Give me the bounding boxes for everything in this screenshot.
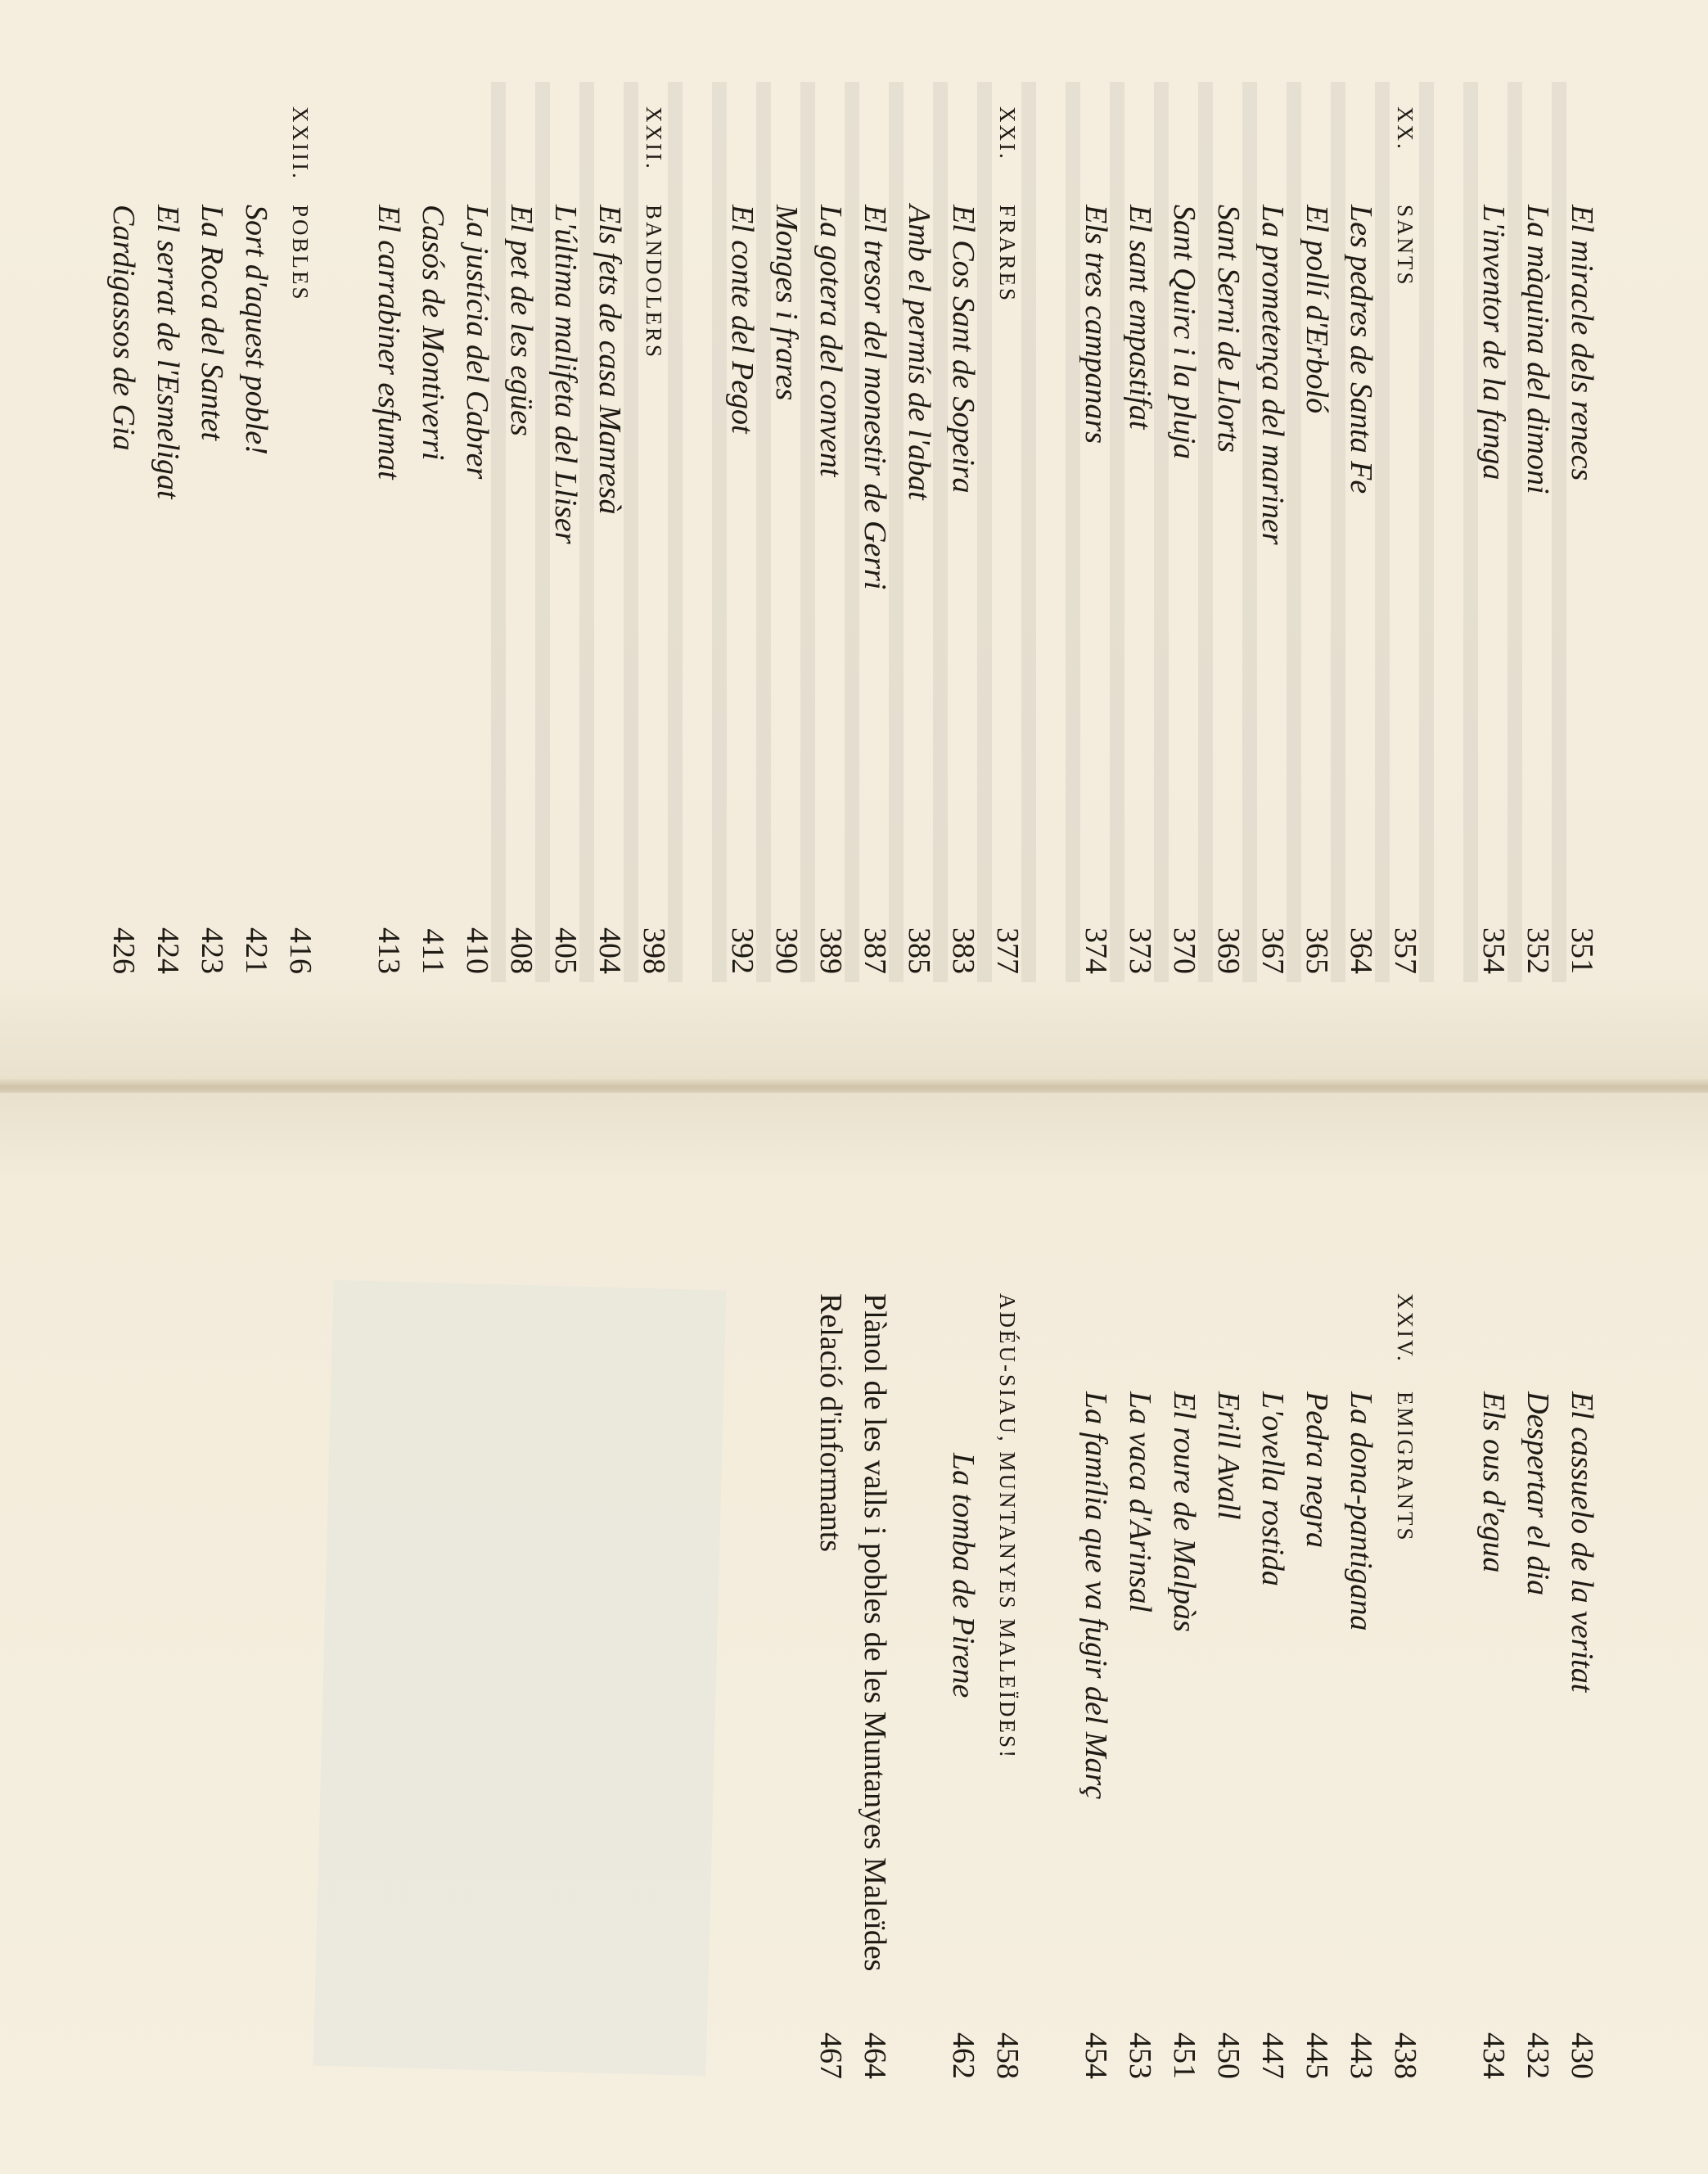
entry-title: Cardigassos de Gia	[106, 205, 141, 451]
toc-entry	[588, 106, 632, 974]
entry-title: La prometença del mariner	[1255, 205, 1290, 545]
page-number: 430	[1565, 2032, 1599, 2079]
page-number: 458	[990, 2032, 1025, 2079]
entry-title: El conte del Pegot	[725, 205, 759, 434]
page-number: 404	[593, 927, 627, 974]
entry-title: El Cos Sant de Sopeira	[946, 205, 980, 494]
toc-entry	[853, 106, 897, 974]
page-number: 464	[858, 2032, 892, 2079]
entry-title: El pollí d'Erboló	[1300, 205, 1334, 414]
chapter-heading: SANTS	[1393, 205, 1417, 287]
page-number: 434	[1476, 2032, 1511, 2079]
chapter-number: XX.	[1393, 106, 1417, 151]
toc-entry	[1206, 1293, 1251, 2079]
page-number: 410	[460, 927, 494, 974]
entry-title: El roure de Malpàs	[1167, 1391, 1201, 1632]
page-number: 462	[946, 2032, 980, 2079]
section-gap	[322, 106, 367, 974]
toc-entry	[1471, 106, 1516, 974]
toc-entry	[1383, 106, 1427, 974]
show-through-illustration	[313, 1280, 727, 2076]
entry-title: Sant Quirc i la pluja	[1167, 205, 1201, 460]
toc-entry	[1295, 1293, 1339, 2079]
toc-entry	[897, 106, 941, 974]
page-number: 367	[1255, 927, 1290, 974]
toc-block-bottom	[809, 1293, 1604, 2079]
toc-entry	[101, 106, 146, 974]
page-number: 351	[1565, 927, 1599, 974]
toc-entry	[411, 106, 455, 974]
page-number: 453	[1123, 2032, 1157, 2079]
toc-entry	[543, 106, 588, 974]
page-number: 357	[1388, 927, 1422, 974]
page-number: 416	[283, 927, 318, 974]
toc-entry	[809, 106, 853, 974]
toc-entry	[190, 106, 234, 974]
page-number: 432	[1521, 2032, 1555, 2079]
page-number: 387	[858, 927, 892, 974]
chapter-number: XXII.	[642, 106, 666, 171]
page-number: 385	[902, 927, 936, 974]
toc-entry	[1560, 106, 1604, 974]
entry-title: La màquina del dimoni	[1521, 205, 1555, 494]
page-number: 424	[151, 927, 185, 974]
toc-entry	[1206, 106, 1251, 974]
toc-entry	[809, 1293, 853, 2079]
entry-title: Relació d'informants	[813, 1293, 848, 1553]
page-number: 426	[106, 927, 141, 974]
page-number: 370	[1167, 927, 1201, 974]
entry-title: Els ous d'egua	[1476, 1391, 1511, 1573]
page-number: 365	[1300, 927, 1334, 974]
page-number: 467	[813, 2032, 848, 2079]
page-number: 413	[372, 927, 406, 974]
toc-entry	[1339, 1293, 1383, 2079]
toc-entry	[1118, 106, 1162, 974]
toc-entry	[1516, 106, 1560, 974]
toc-entry	[941, 1293, 985, 2079]
entry-title: Despertar el dia	[1521, 1391, 1555, 1596]
entry-title: Pedra negra	[1300, 1391, 1334, 1549]
toc-entry	[1339, 106, 1383, 974]
chapter-number: XXIV.	[1393, 1293, 1417, 1364]
page-number: 451	[1167, 2032, 1201, 2079]
entry-title: El miracle dels renecs	[1565, 205, 1599, 481]
entry-title: El tresor del monestir de Gerri	[858, 205, 892, 590]
entry-title: Els fets de casa Manresà	[593, 205, 627, 515]
toc-entry	[1560, 1293, 1604, 2079]
chapter-heading: EMIGRANTS	[1393, 1391, 1417, 1543]
toc-entry	[985, 106, 1030, 974]
entry-title: El serrat de l'Esmeligat	[151, 205, 185, 499]
entry-title: La gotera del convent	[813, 205, 848, 477]
page-number: 421	[239, 927, 273, 974]
page-number: 354	[1476, 927, 1511, 974]
entry-title: L'ovella rostida	[1255, 1391, 1290, 1586]
toc-entry	[1162, 1293, 1206, 2079]
toc-entry	[764, 106, 809, 974]
page-number: 443	[1344, 2032, 1378, 2079]
chapter-heading: BANDOLERS	[642, 205, 666, 360]
toc-block-top	[101, 106, 1604, 974]
section-gap	[676, 106, 720, 974]
entry-title: La tomba de Pirene	[946, 1453, 980, 1698]
entry-title: Casós de Montiverri	[416, 205, 450, 461]
page-number: 438	[1388, 2032, 1422, 2079]
toc-entry	[1074, 1293, 1118, 2079]
entry-title: El sant empastifat	[1123, 205, 1157, 430]
page-number: 392	[725, 927, 759, 974]
toc-entry	[1074, 106, 1118, 974]
chapter-heading: FRARES	[995, 205, 1020, 304]
page-number: 447	[1255, 2032, 1290, 2079]
chapter-heading: POBLES	[288, 205, 313, 302]
entry-title: Les pedres de Santa Fe	[1344, 205, 1378, 494]
page-number: 398	[637, 927, 671, 974]
toc-entry	[941, 106, 985, 974]
page-number: 352	[1521, 927, 1555, 974]
entry-title: El cassuelo de la veritat	[1565, 1391, 1599, 1693]
entry-title: L'última malifeta del Lliser	[548, 205, 583, 544]
toc-entry	[632, 106, 676, 974]
entry-title: El pet de les egües	[504, 205, 539, 436]
page-number: 411	[416, 928, 450, 974]
section-gap	[1030, 106, 1074, 974]
page-number: 454	[1079, 2032, 1113, 2079]
page-number: 369	[1211, 927, 1246, 974]
toc-entry	[1295, 106, 1339, 974]
page-number: 389	[813, 927, 848, 974]
entry-title: Sant Serni de Llorts	[1211, 205, 1246, 453]
toc-entry	[146, 106, 190, 974]
toc-entry	[367, 106, 411, 974]
page-number: 373	[1123, 927, 1157, 974]
entry-title: Els tres campanars	[1079, 205, 1113, 444]
toc-entry	[1162, 106, 1206, 974]
page-number: 383	[946, 927, 980, 974]
toc-entry	[1118, 1293, 1162, 2079]
toc-entry	[1251, 1293, 1295, 2079]
toc-entry	[1471, 1293, 1516, 2079]
entry-title: Sort d'aquest poble!	[239, 205, 273, 455]
toc-entry	[720, 106, 764, 974]
entry-title: El carrabiner esfumat	[372, 205, 406, 480]
page-number: 405	[548, 927, 583, 974]
section-gap	[897, 1293, 941, 2079]
chapter-heading: ADÉU-SIAU, MUNTANYES MALEÏDES!	[995, 1293, 1020, 1761]
section-gap	[1427, 106, 1471, 974]
entry-title: Erill Avall	[1211, 1391, 1246, 1520]
entry-title: Amb el permís de l'abat	[902, 205, 936, 500]
page-number: 377	[990, 927, 1025, 974]
entry-title: La família que va fugir del Març	[1079, 1391, 1113, 1800]
page-number: 390	[769, 927, 804, 974]
entry-title: L'inventor de la fanga	[1476, 205, 1511, 480]
toc-entry	[278, 106, 322, 974]
page-number: 445	[1300, 2032, 1334, 2079]
section-gap	[1427, 1293, 1471, 2079]
entry-title: La dona-pantigana	[1344, 1391, 1378, 1631]
page-number: 408	[504, 927, 539, 974]
chapter-number: XXI.	[995, 106, 1020, 161]
entry-title: La Roca del Santet	[195, 205, 229, 441]
page-number: 374	[1079, 927, 1113, 974]
page-number: 364	[1344, 927, 1378, 974]
entry-title: Monges i frares	[769, 205, 804, 401]
entry-title: Plànol de les valls i pobles de les Muntanyes Maleïdes	[858, 1293, 892, 1972]
toc-entry	[499, 106, 543, 974]
toc-entry	[455, 106, 499, 974]
page-number: 450	[1211, 2032, 1246, 2079]
page-number: 423	[195, 927, 229, 974]
toc-entry	[853, 1293, 897, 2079]
entry-title: La justícia del Cabrer	[460, 205, 494, 480]
entry-title: La vaca d'Arinsal	[1123, 1391, 1157, 1612]
toc-entry	[1516, 1293, 1560, 2079]
section-gap	[1030, 1293, 1074, 2079]
toc-entry	[1383, 1293, 1427, 2079]
toc-entry	[234, 106, 278, 974]
toc-entry	[1251, 106, 1295, 974]
chapter-number: XXIII.	[288, 106, 313, 181]
toc-entry	[985, 1293, 1030, 2079]
